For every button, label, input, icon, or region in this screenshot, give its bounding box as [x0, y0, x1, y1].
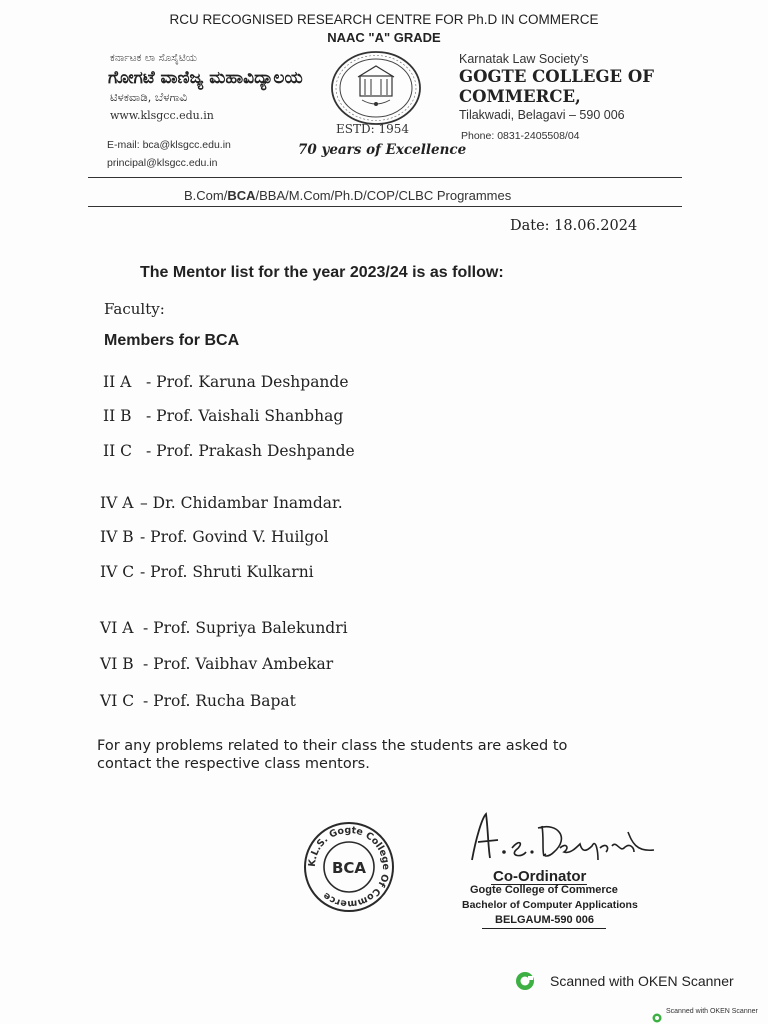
- college-name-line1: GOGTE COLLEGE OF: [459, 67, 654, 86]
- stamp-ring-text: K.L.S. Gogte College Of Commerce: [306, 824, 392, 910]
- header-rule-bottom: [88, 206, 682, 207]
- scanner-label: Scanned with OKEN Scanner: [550, 973, 734, 989]
- members-heading: Members for BCA: [104, 332, 240, 349]
- mentor-name: - Prof. Rucha Bapat: [143, 692, 296, 710]
- mentor-class: VI B: [100, 655, 134, 673]
- email: E-mail: bca@klsgcc.edu.in: [107, 139, 231, 151]
- scanner-small-label: Scanned with OKEN Scanner: [666, 1008, 758, 1015]
- letter-title: The Mentor list for the year 2023/24 is as follow:: [140, 264, 504, 281]
- mentor-class: VI C: [100, 692, 135, 710]
- mentor-name: – Dr. Chidambar Inamdar.: [140, 494, 343, 512]
- mentor-class: II C: [103, 442, 133, 460]
- note-line-2: contact the respective class mentors.: [97, 756, 370, 772]
- college-stamp: [303, 821, 395, 913]
- letter-date: Date: 18.06.2024: [510, 218, 638, 234]
- mentor-row: [100, 563, 314, 581]
- kannada-address: ಟಿಳಕವಾಡಿ, ಬೆಳಗಾವಿ: [110, 90, 188, 104]
- mentor-row: [100, 655, 333, 673]
- mentor-name: - Prof. Vaishali Shanbhag: [146, 407, 344, 425]
- mentor-row: [103, 442, 355, 460]
- mentor-row: [103, 373, 349, 391]
- mentor-class: VI A: [100, 619, 134, 637]
- mentor-name: - Prof. Shruti Kulkarni: [140, 563, 314, 581]
- programmes-bca: BCA: [227, 188, 256, 203]
- naac-grade: NAAC "A" GRADE: [327, 30, 441, 45]
- signatory-underline: [482, 928, 606, 929]
- mentor-class: IV C: [100, 563, 135, 581]
- signatory-role: Co-Ordinator: [493, 868, 587, 885]
- note-line-1: For any problems related to their class the students are asked to: [97, 738, 568, 754]
- college-emblem-icon: [330, 50, 422, 126]
- programmes-prefix: B.Com/: [184, 188, 228, 203]
- website: www.klsgcc.edu.in: [110, 109, 214, 122]
- mentor-class: II B: [103, 407, 132, 425]
- signatory-city: BELGAUM-590 006: [495, 914, 595, 926]
- oken-scanner-small-icon: [652, 1008, 662, 1018]
- mentor-row: [100, 528, 329, 546]
- programmes-line: [184, 188, 511, 203]
- signatory-college: Gogte College of Commerce: [470, 884, 618, 896]
- mentor-row: [100, 619, 348, 637]
- mentor-row: [100, 692, 296, 710]
- oken-scanner-icon: [515, 971, 535, 991]
- signature: [458, 808, 670, 872]
- kannada-college-name: ಗೋಗಟೆ ವಾಣಿಜ್ಯ ಮಹಾವಿದ್ಯಾಲಯ: [108, 68, 303, 88]
- signatory-programme: Bachelor of Computer Applications: [462, 899, 638, 911]
- excellence-tagline: 70 years of Excellence: [298, 142, 467, 158]
- mentor-name: - Prof. Vaibhav Ambekar: [143, 655, 334, 673]
- mentor-row: [103, 407, 343, 425]
- society-name: Karnatak Law Society's: [459, 52, 589, 66]
- mentor-class: II A: [103, 373, 132, 391]
- mentor-name: - Prof. Govind V. Huilgol: [140, 528, 329, 546]
- phone-number: Phone: 0831-2405508/04: [461, 130, 580, 142]
- mentor-name: - Prof. Supriya Balekundri: [143, 619, 348, 637]
- college-address: Tilakwadi, Belagavi – 590 006: [459, 108, 625, 122]
- stamp-center-text: BCA: [331, 859, 367, 877]
- programmes-suffix: /BBA/M.Com/Ph.D/COP/CLBC Programmes: [255, 188, 512, 203]
- principal-email: principal@klsgcc.edu.in: [107, 157, 218, 169]
- mentor-name: - Prof. Karuna Deshpande: [146, 373, 349, 391]
- kannada-society: ಕರ್ನಾಟಕ ಲಾ ಸೊಸೈಟಿಯ: [110, 52, 198, 64]
- established-year: ESTD: 1954: [336, 122, 410, 136]
- mentor-class: IV A: [100, 494, 134, 512]
- mentor-row: [100, 494, 343, 512]
- college-name-line2: COMMERCE,: [459, 87, 581, 106]
- mentor-class: IV B: [100, 528, 134, 546]
- header-rule-top: [88, 177, 682, 178]
- mentor-name: - Prof. Prakash Deshpande: [146, 442, 355, 460]
- faculty-label: Faculty:: [104, 300, 165, 318]
- recognition-line: RCU RECOGNISED RESEARCH CENTRE FOR Ph.D IN COMMERCE: [169, 12, 599, 27]
